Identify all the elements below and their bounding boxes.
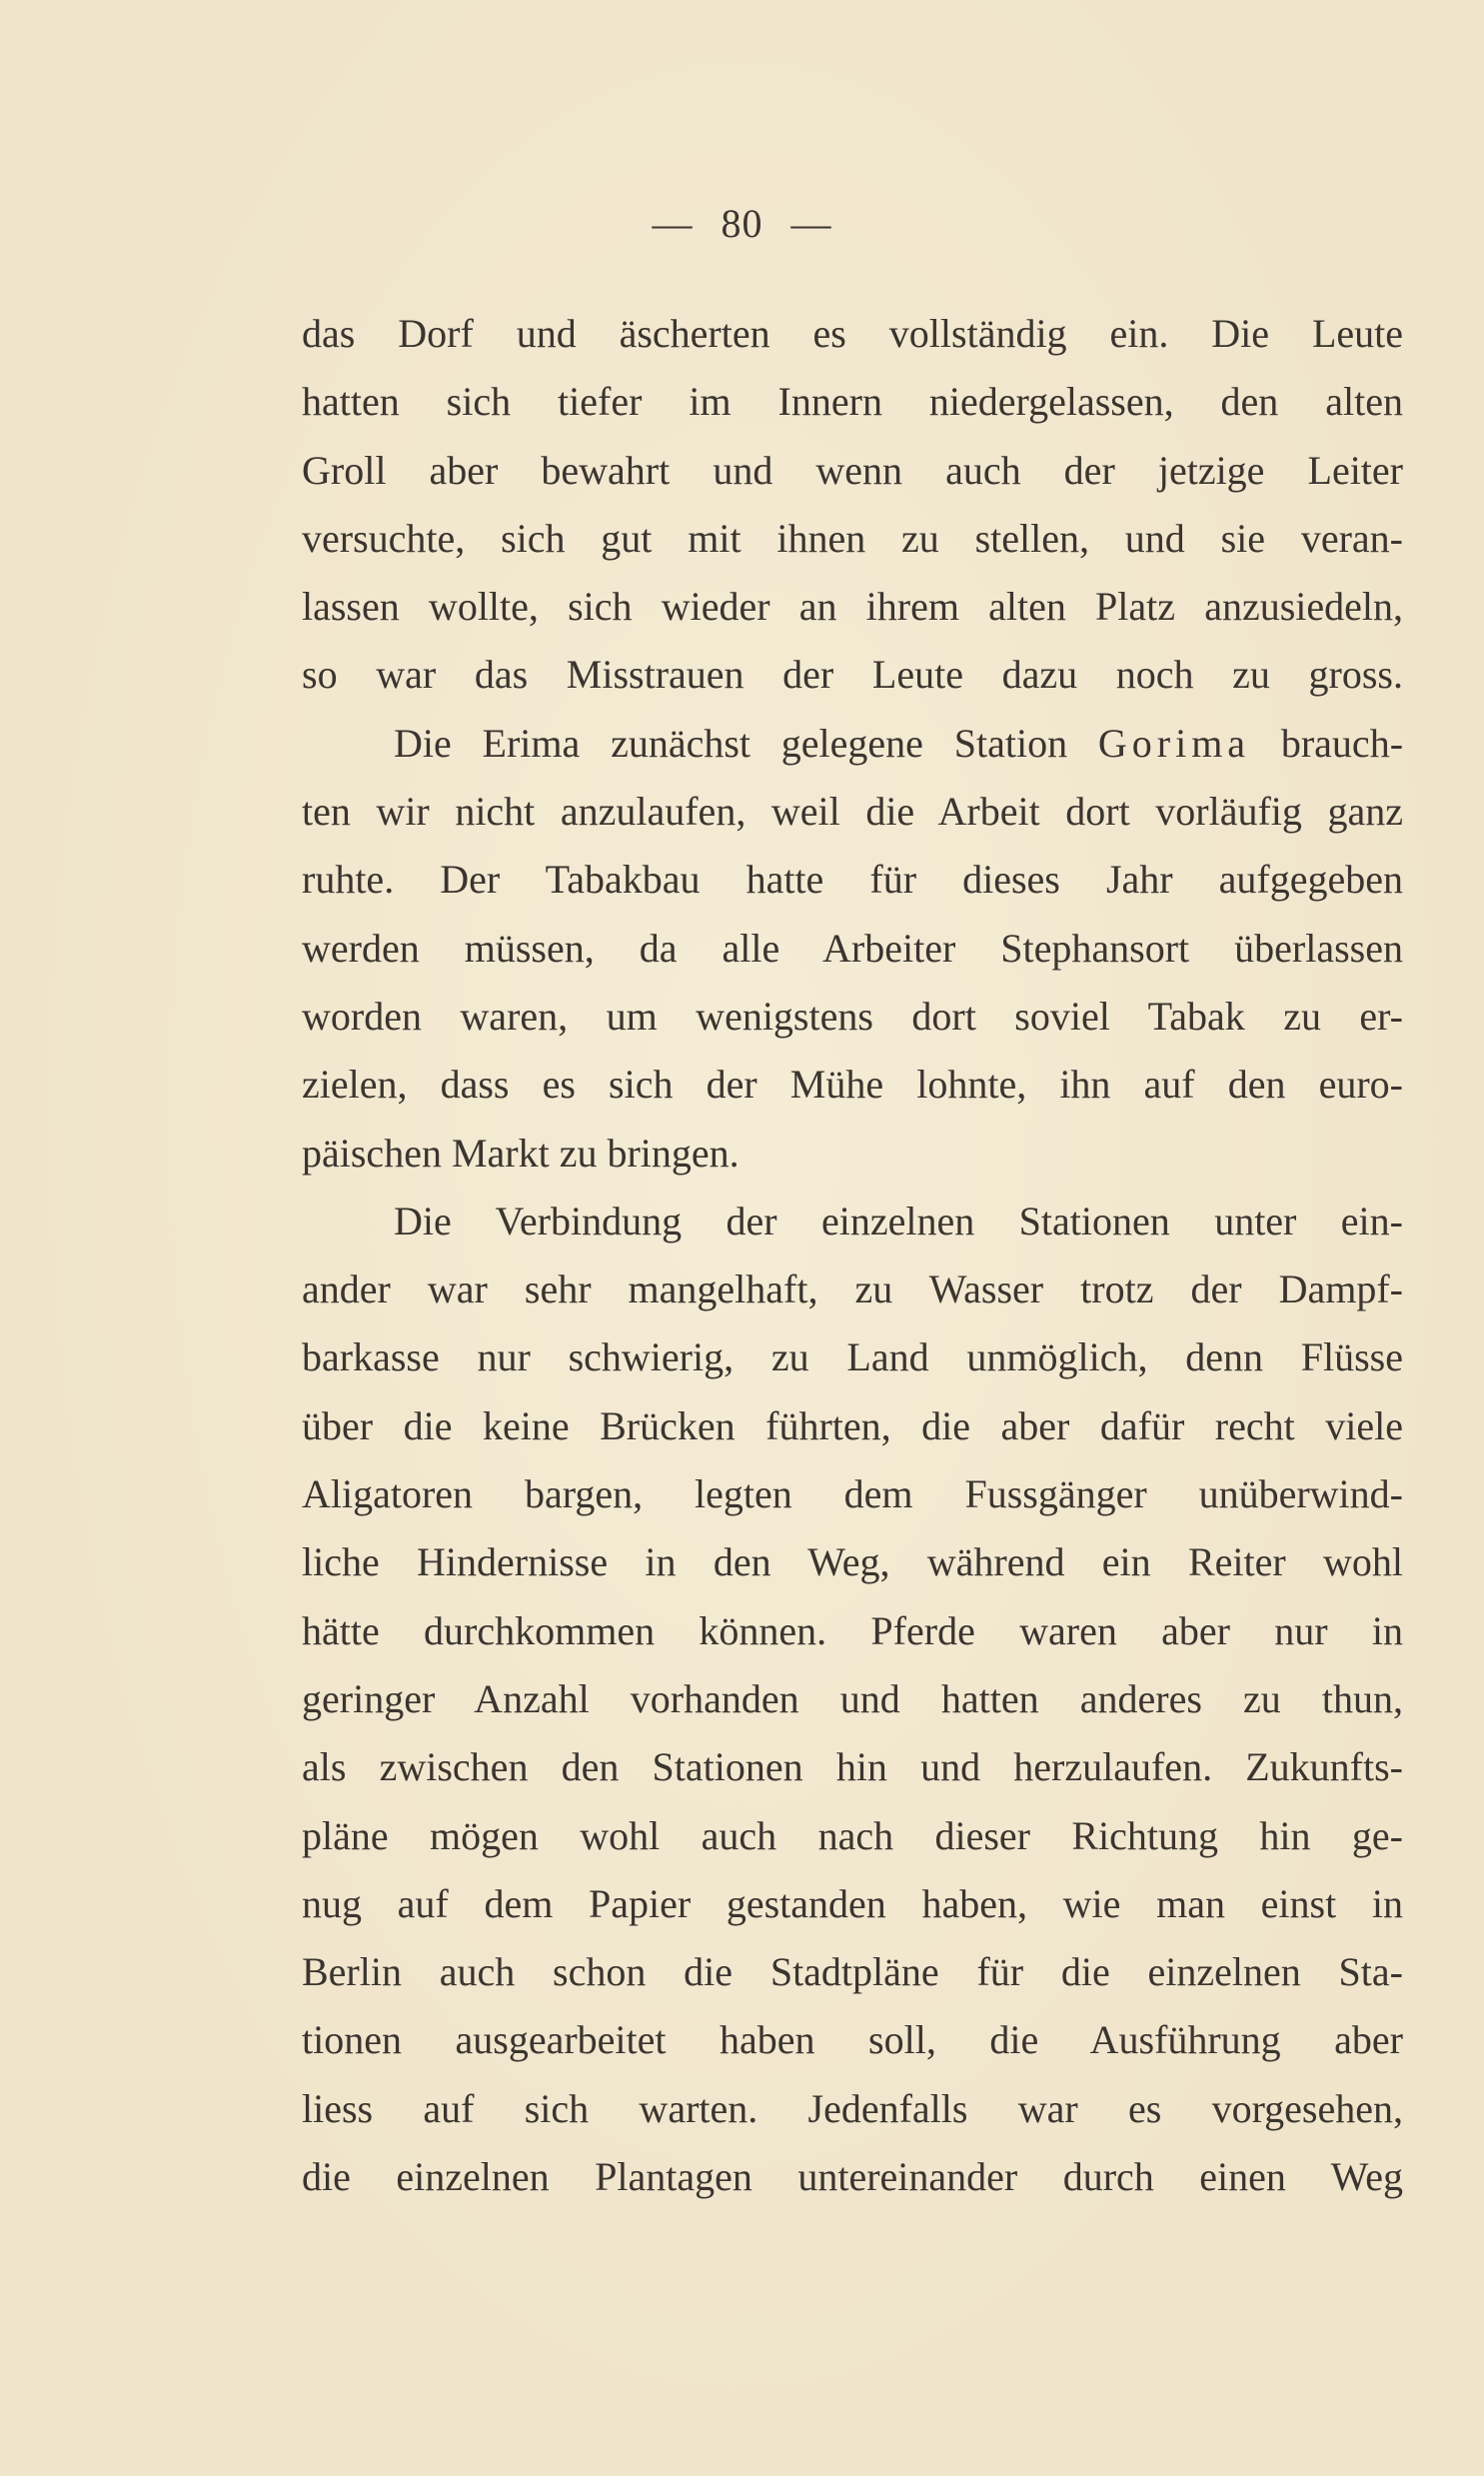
text-line: pläne mögen wohl auch nach dieser Richtung hin ge- bbox=[302, 1812, 1403, 1858]
text-line-paragraph-start bbox=[302, 710, 1403, 778]
page-number-dash-left: — bbox=[652, 201, 694, 246]
text-line: Aligatoren bargen, legten dem Fussgänger unüberwind- bbox=[302, 1471, 1403, 1517]
text-line: so war das Misstrauen der Leute dazu noch zu gross. bbox=[302, 652, 1403, 698]
text-line: das Dorf und äscherten es vollständig ein. Die Leute bbox=[302, 311, 1403, 356]
station-name-emphasis: Gorima bbox=[1097, 720, 1251, 766]
page-number: 80 bbox=[721, 201, 763, 246]
text-line: lassen wollte, sich wieder an ihrem alten Platz anzusiedeln, bbox=[302, 584, 1403, 630]
text-line: die einzelnen Plantagen untereinander durch einen Weg bbox=[302, 2154, 1403, 2200]
text-line: worden waren, um wenigstens dort soviel Tabak zu er- bbox=[302, 993, 1403, 1039]
text-line: hatten sich tiefer im Innern niedergelassen, den alten bbox=[302, 379, 1403, 425]
page-number-header bbox=[0, 200, 1484, 247]
body-text bbox=[302, 300, 1403, 2211]
text-line: ander war sehr mangelhaft, zu Wasser trotz der Dampf- bbox=[302, 1266, 1403, 1312]
text-line: barkasse nur schwierig, zu Land unmöglich, denn Flüsse bbox=[302, 1334, 1403, 1380]
text-line: werden müssen, da alle Arbeiter Stephansort überlassen bbox=[302, 925, 1403, 971]
text-line: versuchte, sich gut mit ihnen zu stellen, und sie veran- bbox=[302, 515, 1403, 561]
page-number-dash-right: — bbox=[790, 201, 832, 246]
text-line: nug auf dem Papier gestanden haben, wie man einst in bbox=[302, 1880, 1403, 1926]
text-line: zielen, dass es sich der Mühe lohnte, ihn auf den euro- bbox=[302, 1062, 1403, 1108]
text-line: über die keine Brücken führten, die aber dafür recht viele bbox=[302, 1402, 1403, 1448]
text-line: ten wir nicht anzulaufen, weil die Arbeit dort vorläufig ganz bbox=[302, 789, 1403, 835]
text-line: Groll aber bewahrt und wenn auch der jetzige Leiter bbox=[302, 447, 1403, 493]
text-segment: brauch- bbox=[1280, 720, 1403, 766]
text-line: geringer Anzahl vorhanden und hatten anderes zu thun, bbox=[302, 1675, 1403, 1721]
text-line: liche Hindernisse in den Weg, während ein Reiter wohl bbox=[302, 1539, 1403, 1585]
text-line-paragraph-start: Die Verbindung der einzelnen Stationen unter ein- bbox=[394, 1198, 1403, 1243]
text-line: als zwischen den Stationen hin und herzulaufen. Zukunfts- bbox=[302, 1744, 1403, 1790]
text-segment: Die Erima zunächst gelegene Station bbox=[394, 720, 1068, 766]
text-line: hätte durchkommen können. Pferde waren aber nur in bbox=[302, 1607, 1403, 1653]
text-line: tionen ausgearbeitet haben soll, die Ausführung aber bbox=[302, 2017, 1403, 2063]
text-line-paragraph-end: päischen Markt zu bringen. bbox=[302, 1130, 740, 1176]
text-line: Berlin auch schon die Stadtpläne für die einzelnen Sta- bbox=[302, 1949, 1403, 1995]
text-line: ruhte. Der Tabakbau hatte für dieses Jahr aufgegeben bbox=[302, 857, 1403, 903]
text-line: liess auf sich warten. Jedenfalls war es vorgesehen, bbox=[302, 2085, 1403, 2131]
